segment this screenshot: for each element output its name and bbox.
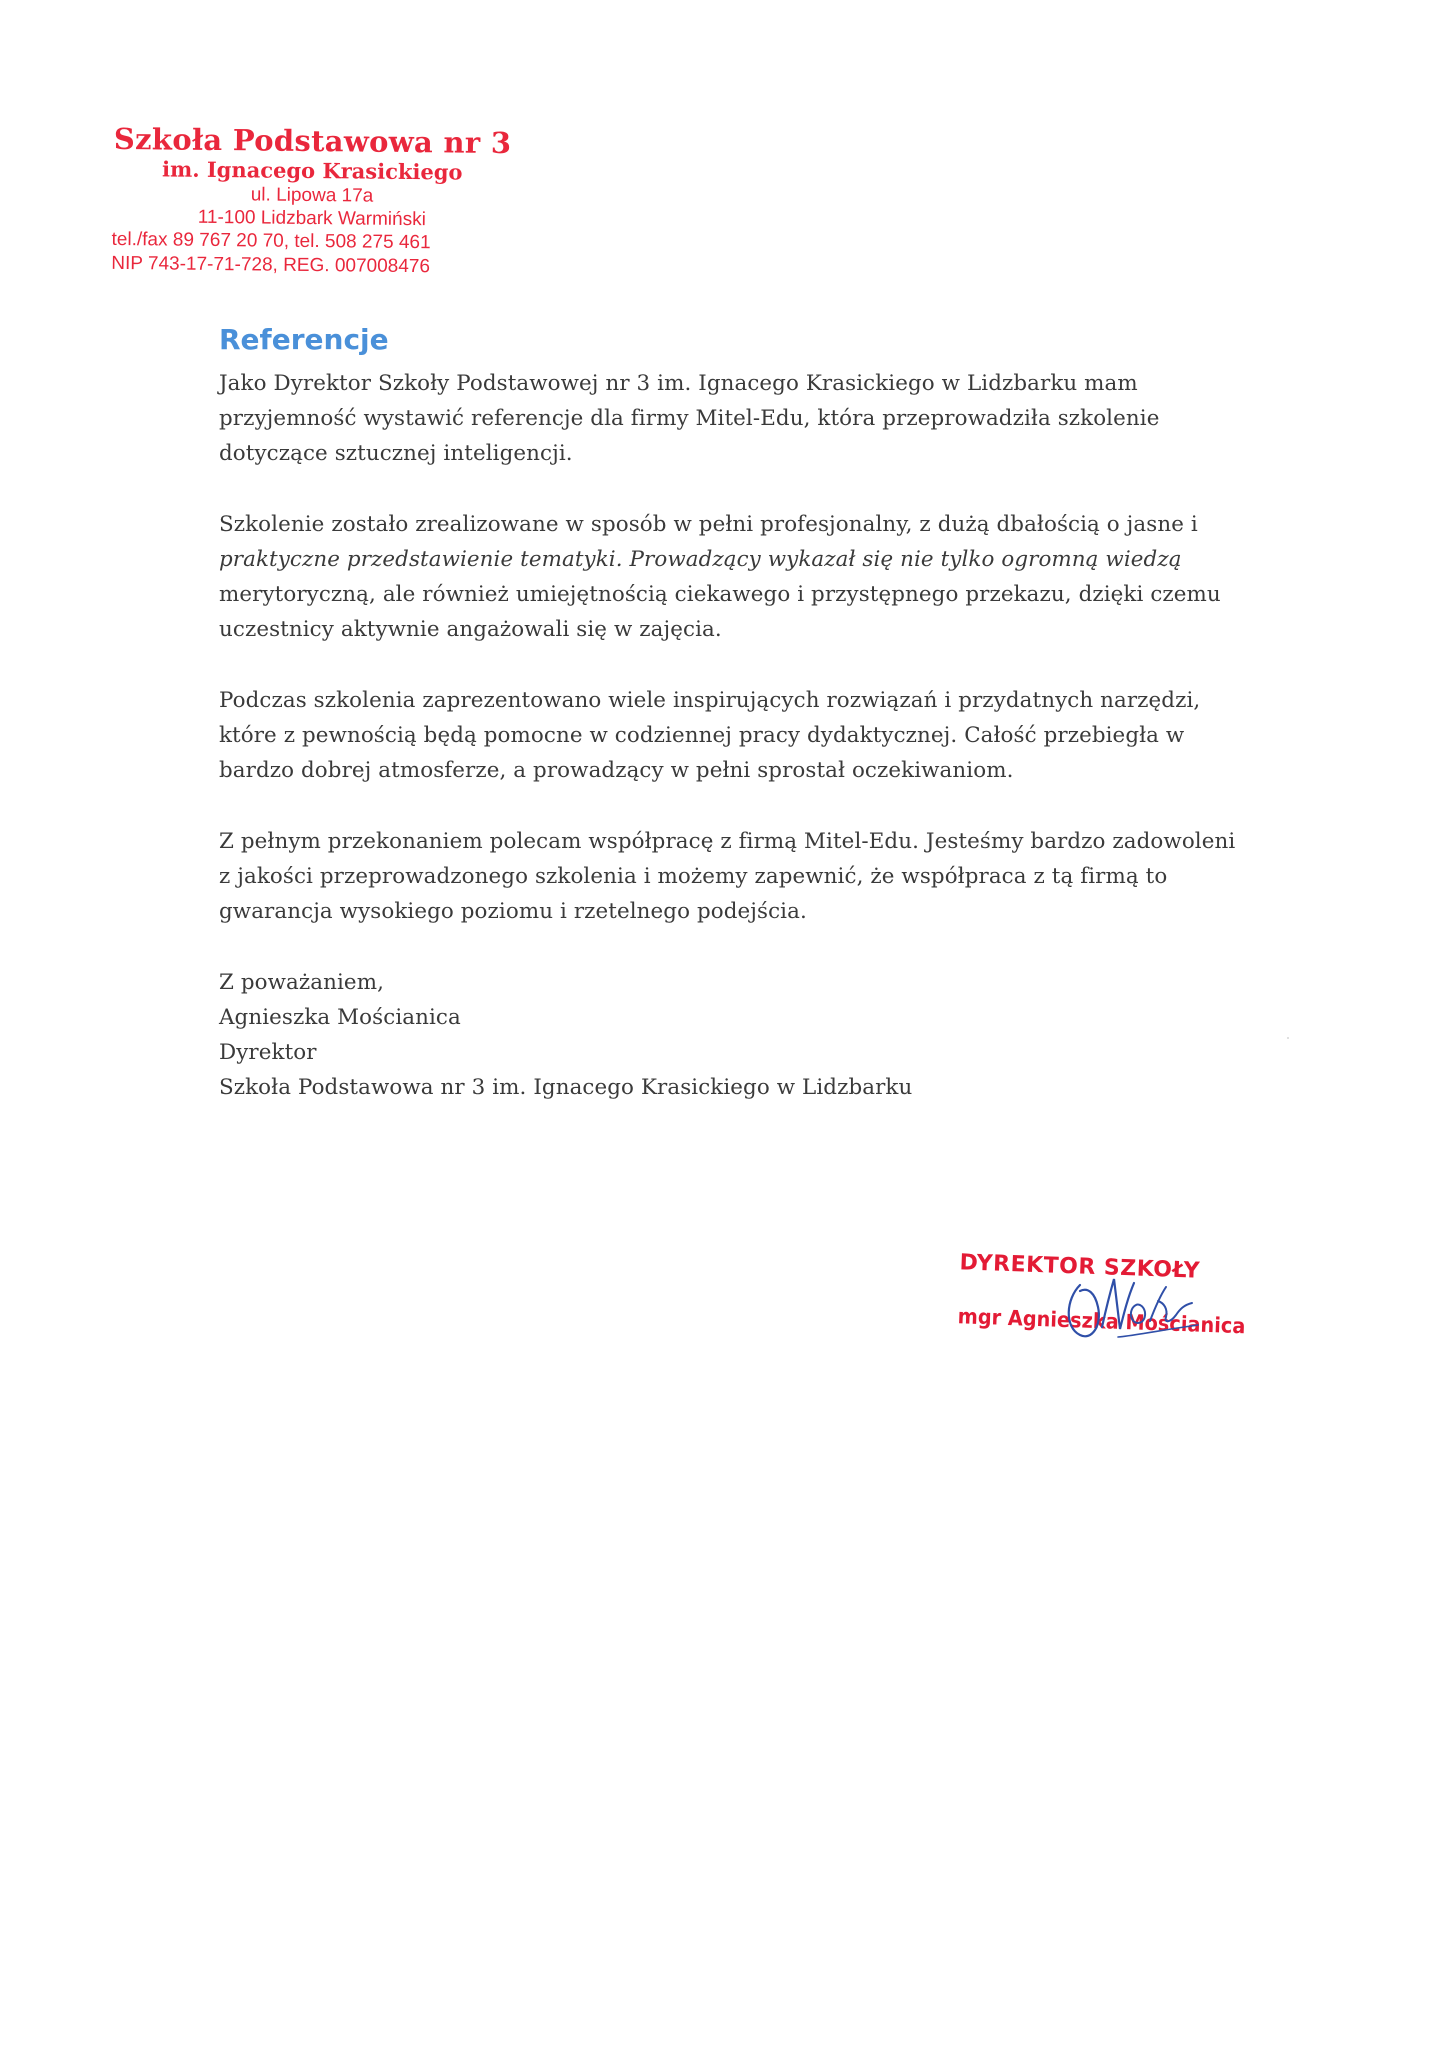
school-stamp-city: 11-100 Lidzbark Warmiński — [197, 206, 426, 231]
letter-paragraph-4: Z pełnym przekonaniem polecam współpracę z firmą Mitel-Edu. Jesteśmy bardzo zadowoleni z jakości przeprowadzonego szkolenia i możemy zapewnić, że współpraca z tą firmą to gwarancja wysokiego poziomu i rzetelnego podejścia. — [219, 829, 1236, 924]
letter-paragraph-1: Jako Dyrektor Szkoły Podstawowej nr 3 im. Ignacego Krasickiego w Lidzbarku mam przyjemność wystawić referencje dla firmy Mitel-Edu, która przeprowadziła szkolenie dotyczące sztucznej inteligencji. — [219, 371, 1160, 466]
signer-title: Dyrektor — [219, 1040, 317, 1065]
letter-paragraph-3: Podczas szkolenia zaprezentowano wiele inspirujących rozwiązań i przydatnych narzędzi, które z pewnością będą pomocne w codziennej pracy dydaktycznej. Całość przebiegła w bardzo dobrej atmosferze, a prowadzący w pełni sprostał oczekiwaniom. — [219, 688, 1201, 783]
signer-name: Agnieszka Mościanica — [219, 1005, 461, 1030]
school-stamp-nip: NIP 743-17-71-728, REG. 007008476 — [111, 252, 431, 278]
scan-speck — [1287, 1037, 1289, 1039]
school-stamp-street: ul. Lipowa 17a — [250, 184, 374, 207]
school-stamp-name: Szkoła Podstawowa nr 3 — [113, 121, 512, 161]
paragraph-2-end: merytoryczną, ale również umiejętnością ciekawego i przystępnego przekazu, dzięki czemu uczestnicy aktywnie angażowali się w zajęcia. — [219, 582, 1221, 642]
paragraph-2-start: Szkolenie zostało zrealizowane w sposób w pełni profesjonalny, z dużą dbałością o jasne i — [219, 512, 1198, 537]
school-stamp-phone: tel./fax 89 767 20 70, tel. 508 275 461 — [111, 228, 431, 254]
paragraph-2-italic: praktyczne przedstawienie tematyki. Prowadzący wykazał się nie tylko ogromną wiedzą — [219, 547, 1182, 572]
signer-school: Szkoła Podstawowa nr 3 im. Ignacego Krasickiego w Lidzbarku — [219, 1075, 913, 1100]
director-stamp-title: DYREKTOR SZKOŁY — [959, 1250, 1201, 1284]
letter-paragraph-2 — [219, 507, 1239, 647]
director-stamp-name: mgr Agnieszka Mościanica — [957, 1304, 1246, 1339]
handwritten-signature — [1058, 1265, 1208, 1355]
closing-salutation: Z poważaniem, — [219, 970, 384, 995]
letter-body — [219, 320, 1239, 1105]
school-stamp — [111, 122, 513, 280]
letter-closing-block — [219, 965, 1239, 1105]
letter-heading: Referencje — [219, 323, 389, 356]
school-stamp-patron: im. Ignacego Krasickiego — [161, 156, 463, 185]
